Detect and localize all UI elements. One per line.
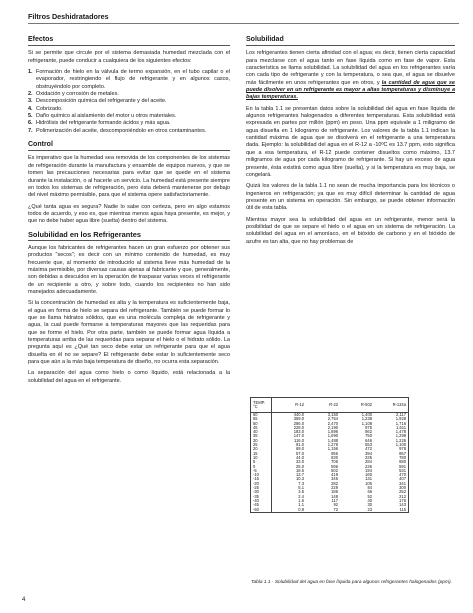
right-paragraph-3: Quizá los valores de la tabla 1.1 no sean de mucha importancia para los técnicos o ingenieros en refrigeración; ya que es muy difícil determinar la cantidad de agua presente en un sistema en operación. Sin embargo, se puede obtener información útil de esta tabla. xyxy=(246,183,455,212)
value-cell: 1,690 xyxy=(327,433,338,439)
value-cell: 117 xyxy=(331,497,338,503)
temp-cell: -35 xyxy=(251,495,272,499)
solubility-table-wrapper xyxy=(250,397,409,513)
value-cell: 470 xyxy=(399,472,406,478)
value-cell: 91.0 xyxy=(296,442,304,448)
table-caption: Tabla 1.1 - Solubilidad del agua en fase líquida para algunos refrigerantes halogenados (ppm). xyxy=(251,580,452,585)
value-cell: 10.3 xyxy=(296,476,304,482)
list-number: 4. xyxy=(28,105,33,112)
value-cell: 335 xyxy=(365,454,372,460)
value-cell: 680 xyxy=(399,459,406,465)
value-cell: 131 xyxy=(365,476,372,482)
value-cell: 115 xyxy=(399,506,406,512)
value-cell: 183.0 xyxy=(293,429,304,435)
value-cell: 2,754 xyxy=(327,416,338,422)
value-cell: 1.1 xyxy=(298,502,304,508)
value-cell: 57.0 xyxy=(296,450,304,456)
temp-cell: 50 xyxy=(251,422,272,426)
value-cell: 286.0 xyxy=(293,420,304,426)
temp-cell: 0 xyxy=(251,465,272,469)
temp-cell: -15 xyxy=(251,477,272,481)
temp-cell: -40 xyxy=(251,499,272,503)
value-cell: 5.1 xyxy=(298,485,304,491)
value-cell: 7.3 xyxy=(298,480,304,486)
table-column-header: R-22 xyxy=(306,398,340,413)
page-number: 4 xyxy=(22,597,26,603)
section-rule xyxy=(28,240,230,241)
right-paragraph-4: Mientras mayor sea la solubilidad del agua en un refrigerante, menor será la posibilidad de que se separe el hielo o el agua en un sistema de refrigeración. La solubilidad del agua en el amoníaco, en el bióxido de carbono y en el bióxido de azufre es tan alta, que no hay problemas de xyxy=(246,216,455,245)
value-cell: 40 xyxy=(367,497,372,503)
temp-cell: -25 xyxy=(251,486,272,490)
table-column-header: R-502 xyxy=(340,398,374,413)
left-column xyxy=(28,36,230,389)
value-cell: 394 xyxy=(365,450,372,456)
list-number: 1. xyxy=(28,69,33,76)
efectos-list-item xyxy=(28,128,230,135)
value-cell: 2.4 xyxy=(298,493,304,499)
value-cell: 194 xyxy=(365,467,372,473)
value-cell: 553 xyxy=(365,442,372,448)
value-cell: 52 xyxy=(367,493,372,499)
list-text: Cobrizado. xyxy=(36,105,63,112)
temp-cell: -45 xyxy=(251,503,272,507)
efectos-list-item xyxy=(28,69,230,91)
solubilidad-paragraph-1: Aunque los fabricantes de refrigerantes hacen un gran esfuerzo por obtener sus productos "secos"; es decir con un mínimo contenido de humedad, es muy frecuente que, al momento de introducirlo al sistema lleve más humedad de la máxima permisible, por diversas causas ajenas al fabricante y que, generalmente, son debidas a descuidos en la operación de traspasar varias veces el refrigerante de un recipiente a otro, y sobre todo, cuando los recipientes no han sido manejados adecuadamente. xyxy=(28,244,230,295)
value-cell: 116.0 xyxy=(294,437,304,443)
solubilidad-refrigerantes-heading: Solubilidad en los Refrigerantes xyxy=(28,229,141,239)
list-text: Hidrólisis del refrigerante formando ácidos y más agua. xyxy=(36,120,171,127)
solubility-table xyxy=(250,397,409,513)
temp-cell: 55 xyxy=(251,417,272,421)
temp-cell: 25 xyxy=(251,443,272,447)
right-paragraph-1 xyxy=(246,50,455,101)
header-rule xyxy=(28,23,459,24)
value-cell: 160 xyxy=(365,472,372,478)
value-cell: 84 xyxy=(367,485,372,491)
temp-header: TEMP. °C xyxy=(251,398,272,413)
control-paragraph-1: Es imperativo que la humedad sea removida de los componentes de los sistemas de refrigeración durante la manufactura y ensamble de equipos nuevos, y que se tomen las precauciones necesarias para evitar que se quede en el sistema durante la instalación, o al hacerle un servicio. La humedad está presente siempre en todos los sistemas de refrigeración, pero ésta deberá mantenerse por debajo del nivel máximo permisible, para que el sistema opere satisfactoriamente. xyxy=(28,155,230,199)
value-cell: 18.6 xyxy=(296,467,304,473)
efectos-list-item xyxy=(28,91,230,98)
value-cell: 252 xyxy=(399,489,406,495)
value-cell: 66 xyxy=(367,489,372,495)
value-cell: 1,108 xyxy=(361,420,372,426)
value-cell: 2,470 xyxy=(327,420,338,426)
table-column-header: R-134a xyxy=(374,398,409,413)
value-cell: 1,278 xyxy=(327,442,338,448)
efectos-list-item xyxy=(28,98,230,105)
list-number: 5. xyxy=(28,113,33,120)
section-rule xyxy=(28,150,230,151)
value-cell: 440.0 xyxy=(293,412,304,417)
efectos-list xyxy=(28,69,230,135)
value-cell: 105 xyxy=(365,480,372,486)
value-cell: 531 xyxy=(399,467,406,473)
value-cell: 857 xyxy=(399,450,406,456)
table-body xyxy=(251,413,409,513)
value-cell: 3,150 xyxy=(327,412,338,417)
value-cell: 646 xyxy=(365,437,372,443)
value-cell: 1,488 xyxy=(327,437,338,443)
solubilidad-heading: Solubilidad xyxy=(246,36,284,43)
value-cell: 69.0 xyxy=(296,446,304,452)
value-cell: 419 xyxy=(331,472,338,478)
temp-cell: -20 xyxy=(251,482,272,486)
list-number: 2. xyxy=(28,91,33,98)
right-paragraph-2: En la tabla 1.1 se presentan datos sobre la solubilidad del agua en fase líquida de algunos refrigerantes halogenados a diferentes temperaturas. Esta solubilidad está expresada en partes por millón (ppm) en peso. Una ppm equivale a 1 miligramo de agua disuelta en 1 kilogramo de refrigerante. Los valores de la tabla 1.1 indican la cantidad máxima de agua que se disolverá en el refrigerante a una temperatura dada. Ejemplo: la solubilidad del agua en el R-12 a -10ºC es 13.7 ppm, esto significa que a esa temperatura, el R-12 puede contener disueltos como máximo, 13.7 miligramos de agua por cada kilogramo de refrigerante. Si hay un exceso de agua presente, ésta existirá como agua libre (suelta), y si la temperatura es muy baja, se congelará. xyxy=(246,105,455,178)
value-cell: 472 xyxy=(365,446,372,452)
efectos-intro: Si se permite que circule por el sistema demasiada humedad mezclada con el refrigerante, puede conducir a cualquiera de los siguientes efectos: xyxy=(28,50,230,64)
value-cell: 407 xyxy=(399,476,406,482)
value-cell: 1,238 xyxy=(361,416,372,422)
solubilidad-paragraph-3: La separación del agua como hielo o como líquido, está relacionada a la solubilidad del agua en el refrigerante. xyxy=(28,370,230,384)
value-cell: 750 xyxy=(365,433,372,439)
value-cell: 346 xyxy=(331,476,338,482)
value-cell: 1,299 xyxy=(395,433,406,439)
value-cell: 978 xyxy=(399,446,406,452)
value-cell: 2,190 xyxy=(327,424,338,430)
list-text: Polimerización del aceite, descomponiéndolo en otros contaminantes. xyxy=(36,127,207,134)
value-cell: 25.0 xyxy=(296,463,304,469)
value-cell: 282 xyxy=(331,480,338,486)
value-cell: 830 xyxy=(331,454,338,460)
value-cell: 229 xyxy=(331,485,338,491)
list-text: Oxidación y corrosión de metales. xyxy=(36,91,119,98)
table-row xyxy=(251,508,409,513)
value-cell: 359.0 xyxy=(293,416,304,422)
temp-cell: -10 xyxy=(251,473,272,477)
temp-cell: 30 xyxy=(251,439,272,443)
temp-cell: 5 xyxy=(251,460,272,464)
list-text: Daño químico al aislamiento del motor u otros materiales. xyxy=(36,113,177,120)
value-cell: 186 xyxy=(331,489,338,495)
right-paragraph-1-text: Los refrigerantes tienen cierta afinidad con el agua; es decir, tienen cierta capacidad para mezclarse con el agua tanto en fase líquida como en fase de vapor. Esta característica se llama solubilidad. La solubilidad del agua en los refrigerantes varía con cada tipo de refrigerante y con la temperatura, o sea que, el agua se disuelve más fácilmente en unos refrigerantes que en otros, y xyxy=(246,50,455,86)
temp-cell: 10 xyxy=(251,456,272,460)
value-cell: 1,928 xyxy=(395,416,406,422)
right-column xyxy=(246,36,455,250)
value-cell: 780 xyxy=(399,454,406,460)
value-cell: 2,117 xyxy=(396,412,406,417)
temp-cell: 20 xyxy=(251,447,272,451)
emphasis-text: la cantidad de agua que se puede disolver en un refrigerante es mayor a altas temperaturas y disminuye a bajas temperaturas. xyxy=(246,79,455,101)
list-text: Formación de hielo en la válvula de termo expansión, en el tubo capilar o el evaporador, restringiendo el flujo de refrigerante y en algunos casos, obstruyéndolo por completo. xyxy=(36,69,230,90)
value-cell: 228.0 xyxy=(293,424,304,430)
value-cell: 148 xyxy=(331,493,338,499)
value-cell: 1,400 xyxy=(361,412,372,417)
table-header-row xyxy=(251,398,409,413)
value-cell: 591 xyxy=(399,463,406,469)
value-cell: 341 xyxy=(399,480,406,486)
value-cell: 33.0 xyxy=(296,459,304,465)
control-paragraph-2: ¿Qué tanta agua es segura? Nadie lo sabe con certeza, pero en algo estamos todos de acuerdo, y eso es, que mientras menos agua haya presente, es mejor, y que no debe haber agua libre (suelta) dentro del sistema. xyxy=(28,203,230,225)
value-cell: 212 xyxy=(399,493,406,499)
efectos-heading: Efectos xyxy=(28,36,54,43)
value-cell: 1.6 xyxy=(298,497,304,503)
value-cell: 13.7 xyxy=(296,472,304,478)
solubilidad-paragraph-2: Si la concentración de humedad es alta y la temperatura es suficientemente baja, el agua en forma de hielo se separa del refrigerante. También se puede formar lo que se llama hidratos sólidos, que es una molécula compleja de refrigerante y agua, la cual puede formarse a temperaturas mayores que las requeridas para que se forme el hielo. Por otra parte, también se puede formar agua líquida a temperaturas arriba de las requeridas para separar el hielo o el hidrato sólido. La pregunta aquí es ¿Qué tan seco debe estar un refrigerante para que el agua disuelta en él no se separe? El refrigerante debe estar lo suficientemente seco para que aún a la más baja temperatura de diseño, no ocurra esta separación. xyxy=(28,300,230,366)
temp-cell: 35 xyxy=(251,434,272,438)
efectos-list-item xyxy=(28,120,230,127)
value-cell: 176 xyxy=(399,497,406,503)
efectos-list-item xyxy=(28,106,230,113)
value-cell: 143 xyxy=(399,502,406,508)
value-cell: 300 xyxy=(399,485,406,491)
temp-cell: -5 xyxy=(251,469,272,473)
value-cell: 1,896 xyxy=(327,429,338,435)
temp-cell: -30 xyxy=(251,490,272,494)
value-cell: 862 xyxy=(365,429,372,435)
value-cell: 1,156 xyxy=(327,446,338,452)
list-number: 3. xyxy=(28,98,33,105)
value-cell: 30 xyxy=(367,502,372,508)
list-number: 6. xyxy=(28,120,33,127)
efectos-list-item xyxy=(28,113,230,120)
control-heading: Control xyxy=(28,141,53,149)
value-cell: 975 xyxy=(365,424,372,430)
value-cell: 1,100 xyxy=(395,442,406,448)
temp-cell: 15 xyxy=(251,452,272,456)
value-cell: 706 xyxy=(331,459,338,465)
value-cell: 1,478 xyxy=(395,429,406,435)
value-cell: 23 xyxy=(367,506,372,512)
value-cell: 1,716 xyxy=(395,420,406,426)
value-cell: 956 xyxy=(331,450,338,456)
list-number: 7. xyxy=(28,127,33,134)
temp-cell: 40 xyxy=(251,430,272,434)
section-rule xyxy=(28,45,230,46)
section-rule xyxy=(246,45,455,46)
value-cell: 0.8 xyxy=(298,506,304,512)
temp-cell: 45 xyxy=(251,426,272,430)
value-cell: 1,226 xyxy=(395,437,406,443)
value-cell: 92 xyxy=(333,502,338,508)
value-cell: 236 xyxy=(365,463,372,469)
value-cell: 502 xyxy=(331,467,338,473)
list-text: Descomposición química del refrigerante y del aceite. xyxy=(36,98,167,105)
value-cell: 284 xyxy=(365,459,372,465)
value-cell: 596 xyxy=(331,463,338,469)
temp-cell: -50 xyxy=(251,508,272,513)
temp-cell: 60 xyxy=(251,413,272,418)
running-header: Filtros Deshidratadores xyxy=(28,12,109,21)
value-cell: 1,611 xyxy=(396,424,406,430)
value-cell: 147.0 xyxy=(293,433,304,439)
value-cell: 3.5 xyxy=(298,489,304,495)
value-cell: 72 xyxy=(333,506,338,512)
value-cell: 44.0 xyxy=(296,454,304,460)
table-column-header: R-12 xyxy=(272,398,307,413)
